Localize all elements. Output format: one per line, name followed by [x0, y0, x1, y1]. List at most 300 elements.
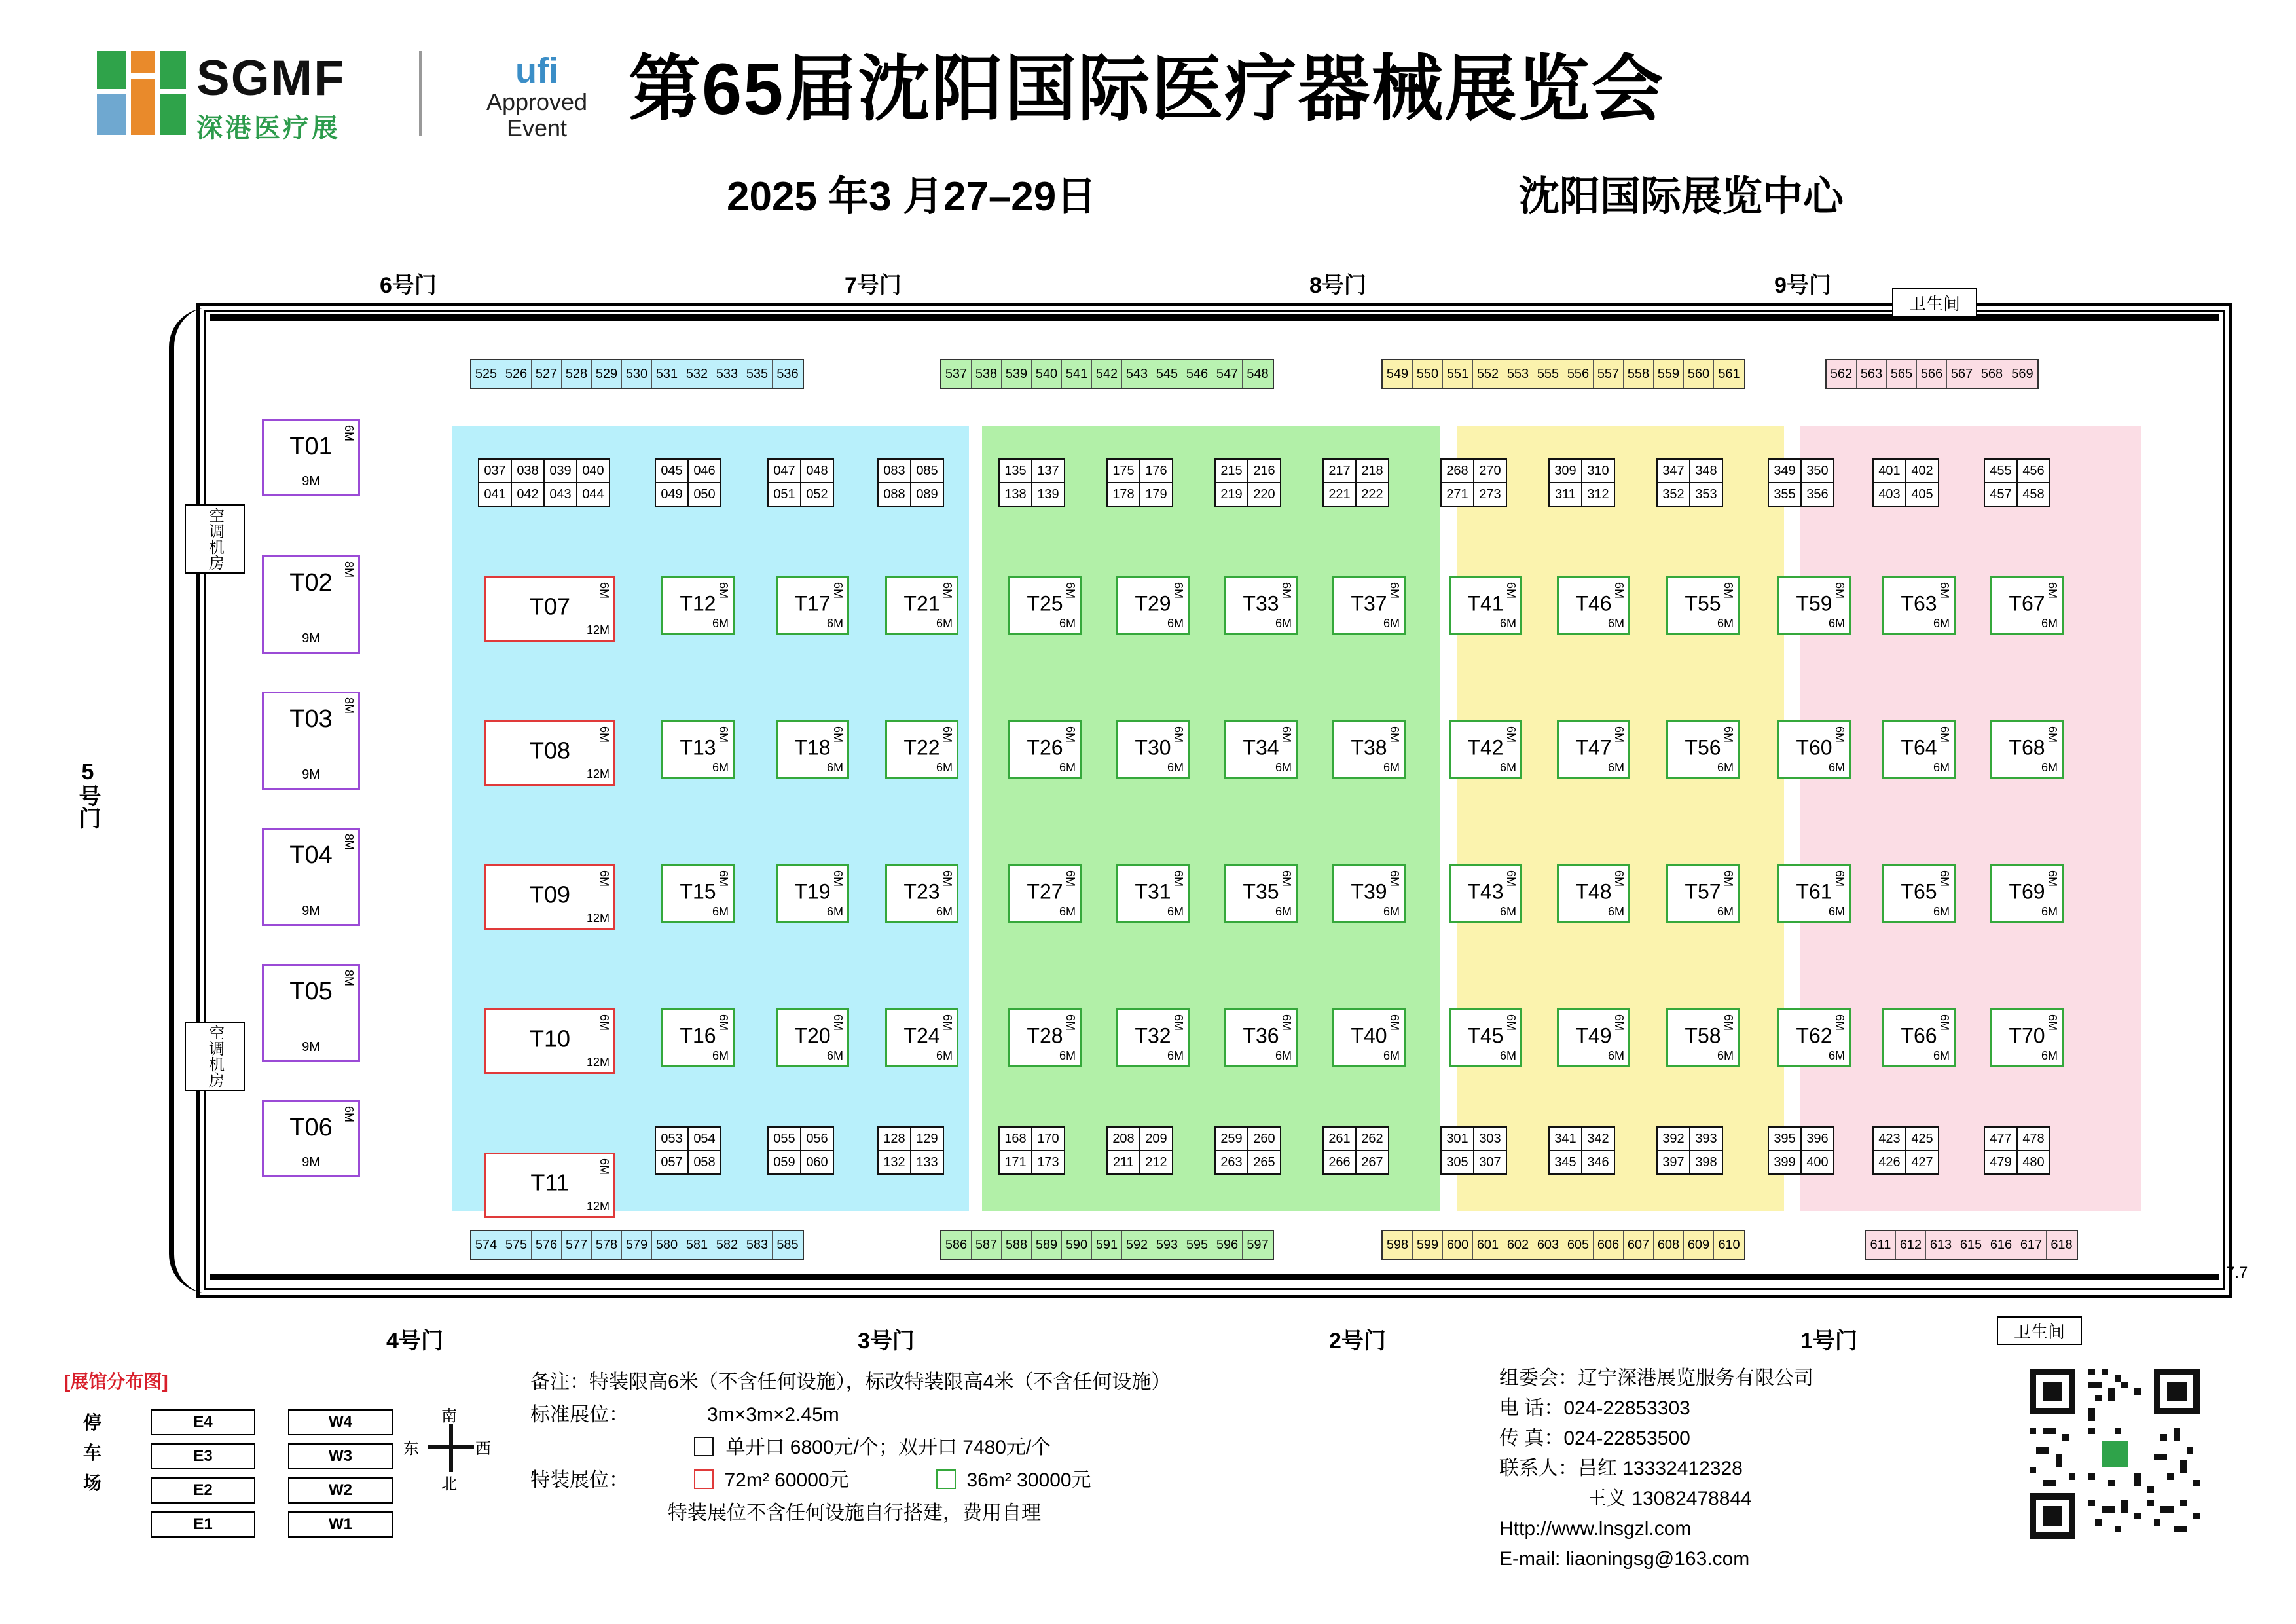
standard-booth[interactable]: 045 — [655, 458, 689, 483]
booth-t32[interactable] — [1116, 1008, 1190, 1067]
standard-booth[interactable]: 341 — [1548, 1126, 1582, 1151]
booth-cell[interactable]: 539 — [1002, 360, 1032, 388]
left-booth-t03[interactable] — [262, 692, 360, 790]
standard-booth[interactable]: 305 — [1440, 1150, 1474, 1175]
standard-booth[interactable]: 041 — [478, 482, 512, 507]
standard-booth[interactable]: 478 — [2016, 1126, 2050, 1151]
booth-t08[interactable] — [484, 720, 615, 786]
event-venue: 沈阳国际展览中心 — [1519, 174, 1844, 219]
booth-cell[interactable]: 547 — [1212, 360, 1243, 388]
mini-hall-e4[interactable]: E4 — [151, 1409, 255, 1435]
booth-t45[interactable] — [1449, 1008, 1522, 1067]
booth-depth: 6M — [1499, 761, 1516, 774]
standard-booth[interactable]: 128 — [877, 1126, 911, 1151]
standard-booth[interactable]: 458 — [2016, 482, 2050, 507]
standard-booth[interactable]: 397 — [1656, 1150, 1690, 1175]
standard-booth[interactable]: 271 — [1440, 482, 1474, 507]
booth-cell[interactable]: 602 — [1503, 1231, 1533, 1259]
booth-cell[interactable]: 616 — [1986, 1231, 2016, 1259]
booth-t19[interactable] — [776, 864, 849, 923]
booth-cell[interactable]: 542 — [1092, 360, 1122, 388]
mini-hall-e2[interactable]: E2 — [151, 1477, 255, 1504]
booth-cell[interactable]: 557 — [1594, 360, 1624, 388]
booth-t36[interactable] — [1224, 1008, 1298, 1067]
booth-t15[interactable] — [661, 864, 735, 923]
standard-booth[interactable]: 211 — [1106, 1150, 1140, 1175]
booth-t18[interactable] — [776, 720, 849, 779]
standard-booth-group — [1322, 1126, 1388, 1173]
standard-booth[interactable]: 218 — [1355, 458, 1389, 483]
standard-booth[interactable]: 263 — [1214, 1150, 1248, 1175]
booth-t67[interactable] — [1990, 576, 2064, 635]
standard-booth[interactable]: 043 — [543, 482, 577, 507]
booth-depth: 6M — [1933, 761, 1950, 774]
left-booth-t02[interactable] — [262, 555, 360, 654]
standard-booth[interactable]: 057 — [655, 1150, 689, 1175]
mini-hall-e1[interactable]: E1 — [151, 1511, 255, 1538]
mini-hall-w3[interactable]: W3 — [288, 1443, 393, 1469]
booth-cell[interactable]: 559 — [1654, 360, 1684, 388]
standard-booth[interactable]: 138 — [998, 482, 1032, 507]
standard-booth[interactable]: 456 — [2016, 458, 2050, 483]
booth-t48[interactable] — [1557, 864, 1630, 923]
standard-booth[interactable]: 048 — [800, 458, 834, 483]
booth-t49[interactable] — [1557, 1008, 1630, 1067]
mini-hall-w1[interactable]: W1 — [288, 1511, 393, 1538]
booth-cell[interactable]: 540 — [1032, 360, 1062, 388]
standard-booth[interactable]: 221 — [1322, 482, 1357, 507]
booth-t46[interactable] — [1557, 576, 1630, 635]
standard-booth[interactable]: 133 — [910, 1150, 944, 1175]
booth-t09[interactable] — [484, 864, 615, 930]
booth-t12[interactable] — [661, 576, 735, 635]
booth-t10[interactable] — [484, 1008, 615, 1074]
standard-booth[interactable]: 059 — [767, 1150, 801, 1175]
booth-cell[interactable]: 552 — [1473, 360, 1503, 388]
booth-cell[interactable]: 531 — [652, 360, 682, 388]
booth-t55[interactable] — [1666, 576, 1740, 635]
standard-booth[interactable]: 222 — [1355, 482, 1389, 507]
brand-name-cn: 深港医疗展 — [196, 114, 340, 143]
booth-t23[interactable] — [885, 864, 958, 923]
booth-cell[interactable]: 612 — [1896, 1231, 1926, 1259]
booth-cell[interactable]: 587 — [972, 1231, 1002, 1259]
booth-strip — [940, 359, 1274, 389]
standard-booth[interactable]: 217 — [1322, 458, 1357, 483]
booth-name: T46 — [1575, 591, 1612, 616]
standard-booth[interactable]: 425 — [1905, 1126, 1939, 1151]
standard-booth[interactable]: 309 — [1548, 458, 1582, 483]
standard-booth[interactable]: 355 — [1768, 482, 1802, 507]
booth-cell[interactable]: 586 — [941, 1231, 972, 1259]
standard-booth[interactable]: 405 — [1905, 482, 1939, 507]
booth-cell[interactable]: 579 — [622, 1231, 652, 1259]
booth-cell[interactable]: 597 — [1243, 1231, 1273, 1259]
booth-cell[interactable]: 530 — [622, 360, 652, 388]
booth-t31[interactable] — [1116, 864, 1190, 923]
booth-cell[interactable]: 546 — [1182, 360, 1212, 388]
booth-cell[interactable]: 617 — [2016, 1231, 2047, 1259]
booth-cell[interactable]: 606 — [1594, 1231, 1624, 1259]
standard-booth[interactable]: 053 — [655, 1126, 689, 1151]
standard-booth[interactable]: 056 — [800, 1126, 834, 1151]
standard-booth[interactable]: 346 — [1581, 1150, 1615, 1175]
booth-t38[interactable] — [1332, 720, 1406, 779]
left-booth-t01[interactable] — [262, 419, 360, 496]
booth-t27[interactable] — [1008, 864, 1082, 923]
standard-booth[interactable]: 273 — [1473, 482, 1507, 507]
booth-cell[interactable]: 578 — [592, 1231, 622, 1259]
standard-booth[interactable]: 060 — [800, 1150, 834, 1175]
standard-booth[interactable]: 392 — [1656, 1126, 1690, 1151]
standard-booth[interactable]: 085 — [910, 458, 944, 483]
contact-1: 联系人：吕红 13332412328 — [1499, 1458, 1743, 1479]
booth-cell[interactable]: 610 — [1714, 1231, 1744, 1259]
booth-width: 6M — [2046, 870, 2059, 887]
ac-room-2: 空调机房 — [185, 1022, 245, 1091]
ufi-badge — [452, 52, 622, 144]
booth-name: T11 — [530, 1169, 570, 1196]
booth-t70[interactable] — [1990, 1008, 2064, 1067]
booth-cell[interactable]: 549 — [1383, 360, 1413, 388]
standard-booth[interactable]: 349 — [1768, 458, 1802, 483]
booth-width: 6M — [598, 1014, 611, 1031]
standard-booth[interactable]: 403 — [1872, 482, 1906, 507]
standard-booth[interactable]: 402 — [1905, 458, 1939, 483]
booth-t47[interactable] — [1557, 720, 1630, 779]
booth-t21[interactable] — [885, 576, 958, 635]
booth-cell[interactable]: 599 — [1413, 1231, 1443, 1259]
booth-depth: 12M — [586, 1200, 610, 1213]
booth-cell[interactable]: 613 — [1926, 1231, 1956, 1259]
booth-cell[interactable]: 575 — [501, 1231, 532, 1259]
wc-bottom: 卫生间 — [1997, 1316, 2082, 1345]
booth-width: 6M — [1172, 582, 1185, 599]
booth-t11[interactable] — [484, 1153, 615, 1218]
booth-cell[interactable]: 615 — [1956, 1231, 1986, 1259]
booth-t64[interactable] — [1882, 720, 1956, 779]
standard-booth[interactable]: 393 — [1689, 1126, 1723, 1151]
booth-cell[interactable]: 596 — [1212, 1231, 1243, 1259]
booth-cell[interactable]: 582 — [712, 1231, 742, 1259]
booth-cell[interactable]: 560 — [1684, 360, 1714, 388]
booth-t58[interactable] — [1666, 1008, 1740, 1067]
standard-booth[interactable]: 266 — [1322, 1150, 1357, 1175]
standard-booth[interactable]: 083 — [877, 458, 911, 483]
booth-t43[interactable] — [1449, 864, 1522, 923]
booth-cell[interactable]: 529 — [592, 360, 622, 388]
standard-booth-group — [1984, 458, 2049, 506]
standard-booth[interactable]: 301 — [1440, 1126, 1474, 1151]
standard-booth[interactable]: 047 — [767, 458, 801, 483]
standard-booth[interactable]: 353 — [1689, 482, 1723, 507]
left-booth-t06[interactable] — [262, 1100, 360, 1177]
booth-t41[interactable] — [1449, 576, 1522, 635]
booth-cell[interactable]: 537 — [941, 360, 972, 388]
booth-cell[interactable]: 607 — [1624, 1231, 1654, 1259]
booth-cell[interactable]: 608 — [1654, 1231, 1684, 1259]
standard-booth[interactable]: 178 — [1106, 482, 1140, 507]
standard-booth[interactable]: 220 — [1247, 482, 1281, 507]
booth-cell[interactable]: 558 — [1624, 360, 1654, 388]
booth-cell[interactable]: 536 — [773, 360, 803, 388]
standard-booth[interactable]: 129 — [910, 1126, 944, 1151]
standard-booth[interactable]: 037 — [478, 458, 512, 483]
standard-booth-group — [877, 458, 943, 506]
booth-depth: 6M — [826, 761, 843, 774]
booth-name: T38 — [1351, 735, 1387, 760]
standard-booth[interactable]: 477 — [1984, 1126, 2018, 1151]
standard-booth[interactable]: 139 — [1031, 482, 1065, 507]
booth-cell[interactable]: 600 — [1443, 1231, 1473, 1259]
standard-booth[interactable]: 352 — [1656, 482, 1690, 507]
standard-booth[interactable]: 212 — [1139, 1150, 1173, 1175]
standard-booth[interactable]: 350 — [1800, 458, 1834, 483]
standard-booth[interactable]: 176 — [1139, 458, 1173, 483]
standard-booth[interactable]: 259 — [1214, 1126, 1248, 1151]
standard-booth[interactable]: 267 — [1355, 1150, 1389, 1175]
standard-booth[interactable]: 312 — [1581, 482, 1615, 507]
booth-cell[interactable]: 581 — [682, 1231, 712, 1259]
standard-booth[interactable]: 426 — [1872, 1150, 1906, 1175]
standard-booth[interactable]: 480 — [2016, 1150, 2050, 1175]
booth-t20[interactable] — [776, 1008, 849, 1067]
left-booth-t04[interactable] — [262, 828, 360, 926]
booth-cell[interactable]: 568 — [1977, 360, 2007, 388]
standard-booth[interactable]: 042 — [511, 482, 545, 507]
booth-cell[interactable]: 533 — [712, 360, 742, 388]
standard-booth[interactable]: 135 — [998, 458, 1032, 483]
booth-cell[interactable]: 556 — [1563, 360, 1594, 388]
booth-cell[interactable]: 543 — [1122, 360, 1152, 388]
booth-t24[interactable] — [885, 1008, 958, 1067]
booth-cell[interactable]: 580 — [652, 1231, 682, 1259]
booth-cell[interactable]: 526 — [501, 360, 532, 388]
booth-cell[interactable]: 551 — [1443, 360, 1473, 388]
booth-cell[interactable]: 590 — [1062, 1231, 1092, 1259]
standard-booth[interactable]: 054 — [687, 1126, 721, 1151]
booth-cell[interactable]: 598 — [1383, 1231, 1413, 1259]
standard-booth[interactable]: 401 — [1872, 458, 1906, 483]
standard-booth[interactable]: 219 — [1214, 482, 1248, 507]
standard-booth[interactable]: 179 — [1139, 482, 1173, 507]
booth-cell[interactable]: 555 — [1533, 360, 1563, 388]
booth-cell[interactable]: 550 — [1413, 360, 1443, 388]
booth-t42[interactable] — [1449, 720, 1522, 779]
booth-cell[interactable]: 562 — [1827, 360, 1857, 388]
booth-t13[interactable] — [661, 720, 735, 779]
booth-cell[interactable]: 561 — [1714, 360, 1744, 388]
booth-depth: 6M — [1499, 905, 1516, 918]
booth-t35[interactable] — [1224, 864, 1298, 923]
booth-t28[interactable] — [1008, 1008, 1082, 1067]
standard-booth[interactable]: 050 — [687, 482, 721, 507]
booth-cell[interactable]: 535 — [742, 360, 773, 388]
standard-booth[interactable]: 398 — [1689, 1150, 1723, 1175]
booth-t59[interactable] — [1777, 576, 1851, 635]
standard-booth[interactable]: 216 — [1247, 458, 1281, 483]
booth-name: T70 — [2009, 1024, 2045, 1048]
booth-t61[interactable] — [1777, 864, 1851, 923]
booth-t26[interactable] — [1008, 720, 1082, 779]
booth-t37[interactable] — [1332, 576, 1406, 635]
standard-booth[interactable]: 399 — [1768, 1150, 1802, 1175]
booth-cell[interactable]: 593 — [1152, 1231, 1182, 1259]
booth-t66[interactable] — [1882, 1008, 1956, 1067]
booth-t40[interactable] — [1332, 1008, 1406, 1067]
booth-t30[interactable] — [1116, 720, 1190, 779]
mini-hall-w4[interactable]: W4 — [288, 1409, 393, 1435]
booth-cell[interactable]: 528 — [562, 360, 592, 388]
booth-depth: 6M — [1059, 905, 1076, 918]
booth-name: T08 — [529, 737, 571, 764]
standard-booth[interactable]: 044 — [576, 482, 610, 507]
left-booth-t05[interactable] — [262, 964, 360, 1062]
booth-depth: 6M — [826, 617, 843, 630]
standard-booth[interactable]: 347 — [1656, 458, 1690, 483]
standard-booth[interactable]: 348 — [1689, 458, 1723, 483]
booth-cell[interactable]: 567 — [1947, 360, 1977, 388]
standard-booth[interactable]: 311 — [1548, 482, 1582, 507]
standard-booth[interactable]: 427 — [1905, 1150, 1939, 1175]
booth-cell[interactable]: 569 — [2007, 360, 2037, 388]
booth-strip — [1865, 1230, 2078, 1260]
booth-t56[interactable] — [1666, 720, 1740, 779]
standard-booth[interactable]: 209 — [1139, 1126, 1173, 1151]
booth-width: 6M — [1722, 1014, 1735, 1031]
booth-cell[interactable]: 574 — [471, 1231, 501, 1259]
booth-cell[interactable]: 577 — [562, 1231, 592, 1259]
standard-booth[interactable]: 038 — [511, 458, 545, 483]
standard-booth[interactable]: 265 — [1247, 1150, 1281, 1175]
standard-booth[interactable]: 396 — [1800, 1126, 1834, 1151]
standard-booth[interactable]: 175 — [1106, 458, 1140, 483]
standard-booth[interactable]: 270 — [1473, 458, 1507, 483]
booth-cell[interactable]: 605 — [1563, 1231, 1594, 1259]
booth-t60[interactable] — [1777, 720, 1851, 779]
standard-booth[interactable]: 303 — [1473, 1126, 1507, 1151]
booth-t68[interactable] — [1990, 720, 2064, 779]
booth-t07[interactable] — [484, 576, 615, 642]
standard-booth[interactable]: 208 — [1106, 1126, 1140, 1151]
standard-booth[interactable]: 455 — [1984, 458, 2018, 483]
booth-cell[interactable]: 583 — [742, 1231, 773, 1259]
booth-t25[interactable] — [1008, 576, 1082, 635]
standard-booth[interactable]: 049 — [655, 482, 689, 507]
booth-t16[interactable] — [661, 1008, 735, 1067]
standard-booth[interactable]: 058 — [687, 1150, 721, 1175]
booth-t33[interactable] — [1224, 576, 1298, 635]
booth-cell[interactable]: 588 — [1002, 1231, 1032, 1259]
standard-booth[interactable]: 260 — [1247, 1126, 1281, 1151]
booth-cell[interactable]: 589 — [1032, 1231, 1062, 1259]
standard-booth[interactable]: 395 — [1768, 1126, 1802, 1151]
booth-cell[interactable]: 618 — [2047, 1231, 2077, 1259]
standard-booth[interactable]: 039 — [543, 458, 577, 483]
standard-booth-group — [1322, 458, 1388, 506]
mini-hall-w2[interactable]: W2 — [288, 1477, 393, 1504]
booth-t17[interactable] — [776, 576, 849, 635]
booth-cell[interactable]: 527 — [532, 360, 562, 388]
booth-t65[interactable] — [1882, 864, 1956, 923]
standard-booth[interactable]: 356 — [1800, 482, 1834, 507]
booth-depth: 6M — [1933, 617, 1950, 630]
standard-booth[interactable]: 173 — [1031, 1150, 1065, 1175]
standard-booth[interactable]: 046 — [687, 458, 721, 483]
booth-cell[interactable]: 553 — [1503, 360, 1533, 388]
booth-cell[interactable]: 548 — [1243, 360, 1273, 388]
standard-booth[interactable]: 262 — [1355, 1126, 1389, 1151]
booth-t62[interactable] — [1777, 1008, 1851, 1067]
booth-cell[interactable]: 609 — [1684, 1231, 1714, 1259]
standard-booth[interactable]: 261 — [1322, 1126, 1357, 1151]
booth-t69[interactable] — [1990, 864, 2064, 923]
standard-booth[interactable]: 345 — [1548, 1150, 1582, 1175]
standard-booth[interactable]: 132 — [877, 1150, 911, 1175]
booth-cell[interactable]: 566 — [1917, 360, 1947, 388]
booth-cell[interactable]: 611 — [1866, 1231, 1896, 1259]
booth-cell[interactable]: 538 — [972, 360, 1002, 388]
standard-booth[interactable]: 052 — [800, 482, 834, 507]
booth-t57[interactable] — [1666, 864, 1740, 923]
booth-cell[interactable]: 592 — [1122, 1231, 1152, 1259]
booth-name: T64 — [1901, 735, 1937, 760]
booth-t29[interactable] — [1116, 576, 1190, 635]
booth-cell[interactable]: 565 — [1887, 360, 1917, 388]
booth-t39[interactable] — [1332, 864, 1406, 923]
organizer-block — [1499, 1363, 1813, 1574]
booth-t34[interactable] — [1224, 720, 1298, 779]
booth-cell[interactable]: 603 — [1533, 1231, 1563, 1259]
booth-depth: 9M — [302, 767, 320, 782]
standard-booth[interactable]: 423 — [1872, 1126, 1906, 1151]
email: E-mail: liaoningsg@163.com — [1499, 1548, 1750, 1570]
booth-cell[interactable]: 595 — [1182, 1231, 1212, 1259]
booth-cell[interactable]: 585 — [773, 1231, 803, 1259]
standard-booth[interactable]: 040 — [576, 458, 610, 483]
standard-booth[interactable]: 171 — [998, 1150, 1032, 1175]
booth-t63[interactable] — [1882, 576, 1956, 635]
booth-cell[interactable]: 525 — [471, 360, 501, 388]
booth-cell[interactable]: 601 — [1473, 1231, 1503, 1259]
standard-booth[interactable]: 170 — [1031, 1126, 1065, 1151]
booth-cell[interactable]: 532 — [682, 360, 712, 388]
standard-booth[interactable]: 307 — [1473, 1150, 1507, 1175]
booth-cell[interactable]: 591 — [1092, 1231, 1122, 1259]
standard-booth[interactable]: 051 — [767, 482, 801, 507]
standard-booth[interactable]: 268 — [1440, 458, 1474, 483]
booth-cell[interactable]: 576 — [532, 1231, 562, 1259]
booth-cell[interactable]: 541 — [1062, 360, 1092, 388]
standard-booth[interactable]: 055 — [767, 1126, 801, 1151]
booth-name: T68 — [2009, 735, 2045, 760]
standard-booth[interactable]: 137 — [1031, 458, 1065, 483]
standard-booth[interactable]: 457 — [1984, 482, 2018, 507]
standard-booth[interactable]: 479 — [1984, 1150, 2018, 1175]
booth-t22[interactable] — [885, 720, 958, 779]
booth-cell[interactable]: 545 — [1152, 360, 1182, 388]
standard-booth[interactable]: 310 — [1581, 458, 1615, 483]
booth-name: T41 — [1467, 591, 1504, 616]
standard-booth[interactable]: 342 — [1581, 1126, 1615, 1151]
standard-booth[interactable]: 400 — [1800, 1150, 1834, 1175]
standard-booth[interactable]: 168 — [998, 1126, 1032, 1151]
standard-booth[interactable]: 215 — [1214, 458, 1248, 483]
mini-hall-e3[interactable]: E3 — [151, 1443, 255, 1469]
booth-cell[interactable]: 563 — [1857, 360, 1887, 388]
standard-booth[interactable]: 089 — [910, 482, 944, 507]
standard-booth[interactable]: 088 — [877, 482, 911, 507]
